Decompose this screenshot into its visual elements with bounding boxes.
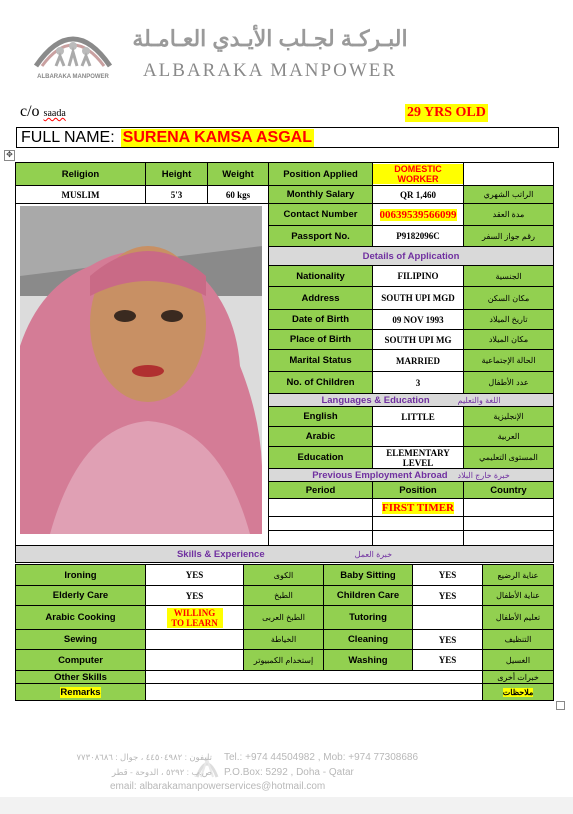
education-label: Education (268, 446, 373, 469)
employment-row-1-country (463, 498, 554, 517)
english-arabic: الإنجليزية (463, 406, 554, 427)
monthly-salary-value: QR 1,460 (372, 185, 464, 204)
arabic-value (372, 426, 464, 447)
marital-status-value: MARRIED (372, 349, 464, 372)
remarks-arabic-cell (482, 683, 554, 701)
employment-row-2-country (463, 516, 554, 531)
other-skills-value (145, 670, 483, 684)
full-name-value: SURENA KAMSA ASGAL (122, 128, 312, 146)
arabic-arabic: العربية (463, 426, 554, 447)
country-column: Country (463, 481, 554, 499)
marital-status-label: Marital Status (268, 349, 373, 372)
date-of-birth-label: Date of Birth (268, 309, 373, 330)
employment-row-1-period (268, 498, 373, 517)
skill-washing-arabic: الغسيل (482, 649, 554, 671)
english-label: English (268, 406, 373, 427)
education-value: ELEMENTARY LEVEL (372, 446, 464, 469)
company-logo (30, 18, 116, 88)
height-value: 5'3 (145, 185, 208, 204)
address-arabic: مكان السكن (463, 286, 554, 310)
footer-arabic-box: ص.ب : ٥٢٩٢ ، الدوحة - قطر (111, 767, 212, 777)
move-handle-icon[interactable]: ✥ (4, 150, 15, 161)
care-of-name: saada (43, 108, 66, 119)
skill-ironing-label: Ironing (15, 564, 146, 586)
other-skills-arabic: خبرات أخرى (482, 670, 554, 684)
skill-arabic-cooking-value: WILLING TO LEARN (167, 608, 223, 628)
resize-handle-icon[interactable] (556, 701, 565, 710)
children-arabic: عدد الأطفال (463, 371, 554, 394)
passport-value: P9182096C (372, 225, 464, 247)
employment-row-3-country (463, 530, 554, 546)
employment-row-2-period (268, 516, 373, 531)
place-of-birth-value: SOUTH UPI MG (372, 329, 464, 350)
religion-header: Religion (15, 162, 146, 186)
skills-header-arabic: خبرة العمل (354, 549, 393, 559)
care-of-prefix: c/o (20, 103, 40, 120)
date-of-birth-value: 09 NOV 1993 (372, 309, 464, 330)
footer-arabic-phone: تليفون : ٤٤٥٠٤٩٨٢ ، جوال : ٧٧٣٠٨٦٨٦ (76, 752, 212, 762)
nationality-label: Nationality (268, 265, 373, 287)
skill-ironing-arabic: الكوى (243, 564, 324, 586)
arabic-label: Arabic (268, 426, 373, 447)
age-badge: 29 YRS OLD (407, 105, 486, 120)
skill-arabic-cooking-label: Arabic Cooking (15, 605, 146, 630)
footer-band (0, 797, 573, 814)
skill-cleaning-label: Cleaning (323, 629, 413, 650)
employment-row-3-position (372, 530, 464, 546)
skill-computer-value (145, 649, 244, 671)
weight-value: 60 kgs (207, 185, 269, 204)
skill-sewing-label: Sewing (15, 629, 146, 650)
position-applied-label: Position Applied (268, 162, 373, 186)
education-arabic: المستوى التعليمي (463, 446, 554, 469)
other-skills-label: Other Skills (15, 670, 146, 684)
company-arabic-name: البـركـة لجـلب الأيـدي العـامـلة (132, 26, 408, 51)
applicant-photo (20, 206, 262, 534)
languages-header: Languages & Education (321, 394, 430, 406)
skill-tutoring-arabic: تعليم الأطفال (482, 605, 554, 630)
skill-baby-sitting-arabic: عناية الرضيع (482, 564, 554, 586)
full-name-label: FULL NAME: (21, 128, 115, 146)
date-of-birth-arabic: تاريخ الميلاد (463, 309, 554, 330)
nationality-value: FILIPINO (372, 265, 464, 287)
position-column: Position (372, 481, 464, 499)
skill-cleaning-arabic: التنظيف (482, 629, 554, 650)
skill-baby-sitting-label: Baby Sitting (323, 564, 413, 586)
employment-header-row (268, 468, 554, 482)
footer-pobox: P.O.Box: 5292 , Doha - Qatar (224, 767, 354, 778)
children-value: 3 (372, 371, 464, 394)
period-column: Period (268, 481, 373, 499)
employment-row-1-position (372, 498, 464, 517)
skill-elderly-care-arabic: الطبخ (243, 585, 324, 606)
employment-header-arabic: خبرة خارج البلاد (457, 470, 510, 480)
weight-header: Weight (207, 162, 269, 186)
skill-baby-sitting-value: YES (412, 564, 483, 586)
height-header: Height (145, 162, 208, 186)
skill-children-care-arabic: عناية الأطفال (482, 585, 554, 606)
footer-email: email: albarakamanpowerservices@hotmail.com (110, 781, 326, 792)
care-of (20, 103, 66, 121)
skill-elderly-care-value: YES (145, 585, 244, 606)
religion-value: MUSLIM (15, 185, 146, 204)
skill-computer-arabic: إستخدام الكمبيوتر (243, 649, 324, 671)
first-timer-value: FIRST TIMER (381, 501, 455, 514)
address-label: Address (268, 286, 373, 310)
passport-label: Passport No. (268, 225, 373, 247)
position-applied-arabic (463, 162, 554, 186)
languages-header-row (268, 393, 554, 407)
passport-arabic: رقم جواز السفر (463, 225, 554, 247)
remarks-label: Remarks (60, 686, 101, 698)
contact-number-arabic: مدة العقد (463, 203, 554, 226)
skill-ironing-value: YES (145, 564, 244, 586)
skill-sewing-value (145, 629, 244, 650)
details-header: Details of Application (268, 246, 554, 266)
address-value: SOUTH UPI MGD (372, 286, 464, 310)
skill-tutoring-label: Tutoring (323, 605, 413, 630)
skill-computer-label: Computer (15, 649, 146, 671)
skill-children-care-value: YES (412, 585, 483, 606)
remarks-label-cell (15, 683, 146, 701)
nationality-arabic: الجنسية (463, 265, 554, 287)
skill-washing-label: Washing (323, 649, 413, 671)
marital-status-arabic: الحالة الإجتماعية (463, 349, 554, 372)
skill-washing-value: YES (412, 649, 483, 671)
skill-tutoring-value (412, 605, 483, 630)
full-name-box (16, 127, 559, 148)
skill-children-care-label: Children Care (323, 585, 413, 606)
skills-header-row (15, 545, 554, 563)
logo-caption: ALBARAKA MANPOWER (37, 74, 109, 80)
place-of-birth-arabic: مكان الميلاد (463, 329, 554, 350)
place-of-birth-label: Place of Birth (268, 329, 373, 350)
children-label: No. of Children (268, 371, 373, 394)
employment-row-2-position (372, 516, 464, 531)
english-value: LITTLE (372, 406, 464, 427)
employment-header: Previous Employment Abroad (312, 469, 448, 481)
company-name: ALBARAKA MANPOWER (142, 60, 398, 81)
contact-number-label: Contact Number (268, 203, 373, 226)
skill-sewing-arabic: الخياطة (243, 629, 324, 650)
skills-header: Skills & Experience (176, 548, 265, 560)
position-applied-value-cell (372, 162, 464, 186)
monthly-salary-arabic: الراتب الشهري (463, 185, 554, 204)
skill-arabic-cooking-value-cell (145, 605, 244, 630)
remarks-arabic: ملاحظات (502, 687, 534, 697)
position-applied-value: DOMESTIC WORKER (373, 164, 463, 184)
skill-elderly-care-label: Elderly Care (15, 585, 146, 606)
contact-number-value: 00639539566099 (379, 208, 457, 221)
remarks-value (145, 683, 483, 701)
skill-cleaning-value: YES (412, 629, 483, 650)
employment-row-3-period (268, 530, 373, 546)
monthly-salary-label: Monthly Salary (268, 185, 373, 204)
languages-header-arabic: اللغة والتعليم (457, 395, 501, 405)
contact-number-value-cell (372, 203, 464, 226)
footer-phone: Tel.: +974 44504982 , Mob: +974 77308686 (224, 752, 419, 763)
skill-arabic-cooking-arabic: الطبخ العربى (243, 605, 324, 630)
